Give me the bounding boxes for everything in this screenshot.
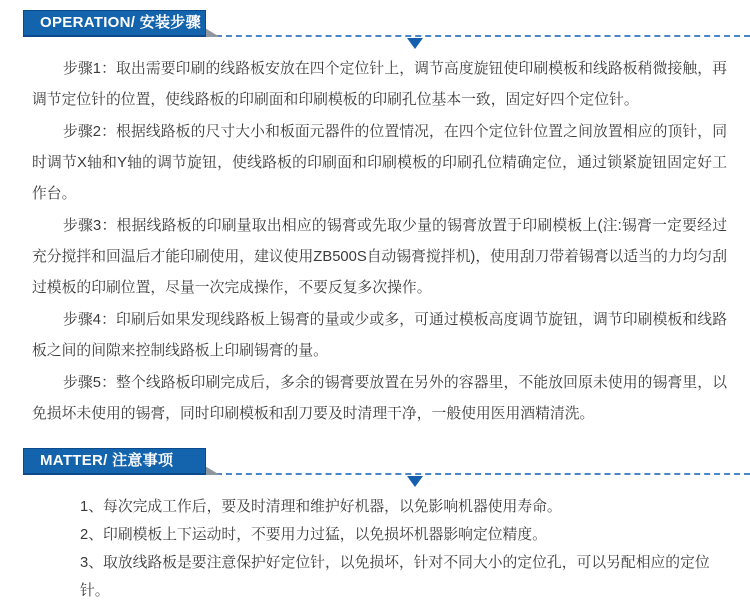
step-paragraph-3: 步骤3：根据线路板的印刷量取出相应的锡膏或先取少量的锡膏放置于印刷模板上(注:锡膏一定要经过充分搅拌和回温后才能印刷使用，建议使用ZB500S自动锡膏搅拌机)，使用刮刀带着锡膏以适当的力均匀刮过模板的印刷位置，尽量一次完成操作，不要反复多次操作。 <box>32 218 727 296</box>
step-paragraph-5: 步骤5：整个线路板印刷完成后，多余的锡膏要放置在另外的容器里，不能放回原未使用的锡膏里，以免损坏未使用的锡膏，同时印刷模板和刮刀要及时清理干净，一般使用医用酒精清洗。 <box>32 375 727 422</box>
step-paragraph-2: 步骤2：根据线路板的尺寸大小和板面元器件的位置情况，在四个定位针位置之间放置相应的顶针，同时调节X轴和Y轴的调节旋钮，使线路板的印刷面和印刷模板的印刷孔位精确定位，通过锁紧旋钮固定好工作台。 <box>32 124 727 202</box>
step-paragraph-1: 步骤1：取出需要印刷的线路板安放在四个定位针上，调节高度旋钮使印刷模板和线路板稍微接触，再调节定位针的位置，使线路板的印刷面和印刷模板的印刷孔位基本一致，固定好四个定位针。 <box>32 61 727 108</box>
note-item-2: 2、印刷模板上下运动时，不要用力过猛，以免损坏机器影响定位精度。 <box>80 527 547 543</box>
note-item-1: 1、每次完成工作后，要及时清理和维护好机器，以免影响机器使用寿命。 <box>80 499 562 515</box>
matter-section-header <box>0 448 750 476</box>
operation-header-box <box>23 10 206 37</box>
dashed-divider <box>206 473 750 475</box>
note-item-3: 3、取放线路板是要注意保护好定位针，以免损坏，针对不同大小的定位孔，可以另配相应的定位针。 <box>80 555 710 599</box>
matter-header-title: MATTER/ 注意事项 <box>40 452 174 469</box>
down-arrow-icon <box>407 38 423 49</box>
down-arrow-icon <box>407 476 423 487</box>
operation-section-header <box>0 10 750 38</box>
document-page <box>0 10 750 599</box>
dashed-divider <box>206 35 750 37</box>
matter-notes <box>80 493 727 605</box>
operation-steps <box>32 54 727 430</box>
step-paragraph-4: 步骤4：印刷后如果发现线路板上锡膏的量或少或多，可通过模板高度调节旋钮，调节印刷模板和线路板之间的间隙来控制线路板上印刷锡膏的量。 <box>32 312 727 359</box>
matter-header-box <box>23 448 206 475</box>
operation-header-title: OPERATION/ 安装步骤 <box>40 14 201 31</box>
